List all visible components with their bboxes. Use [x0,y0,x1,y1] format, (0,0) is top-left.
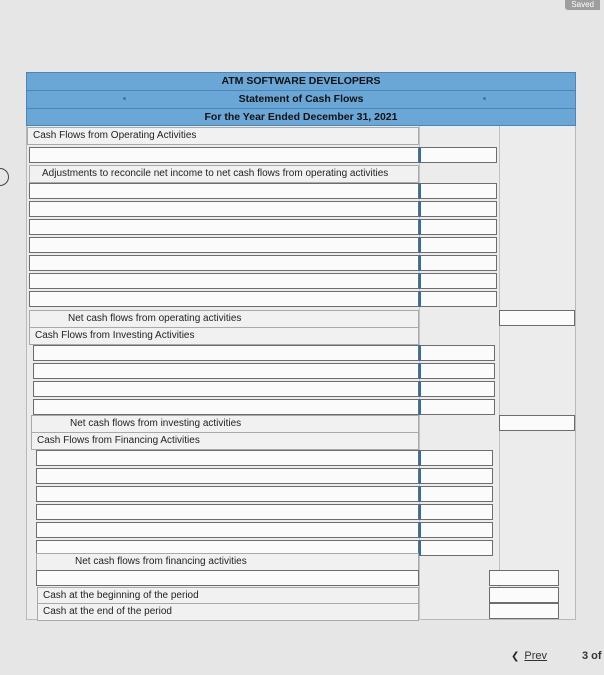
adjustment-amount-input[interactable] [419,291,497,307]
header-marker-icon [123,97,126,100]
financing-amount-input[interactable] [419,522,493,538]
adjustment-description-input[interactable] [29,273,419,289]
operating-activities-header: Cash Flows from Operating Activities [27,127,419,145]
net-investing-amount-input[interactable] [499,415,575,431]
statement-title: Statement of Cash Flows [27,90,575,108]
financing-amount-input[interactable] [419,504,493,520]
financing-amount-input[interactable] [419,486,493,502]
adjustment-description-input[interactable] [29,183,419,199]
adjustment-amount-input[interactable] [419,255,497,271]
cash-end-amount-input[interactable] [489,603,559,619]
adjustment-description-input[interactable] [29,219,419,235]
adjustment-amount-input[interactable] [419,219,497,235]
net-operating-label: Net cash flows from operating activities [29,310,419,328]
investing-activities-header: Cash Flows from Investing Activities [29,327,419,345]
investing-description-input[interactable] [33,399,419,415]
investing-description-input[interactable] [33,345,419,361]
net-investing-label: Net cash flows from investing activities [31,415,419,433]
operating-line-description-input[interactable] [29,147,419,163]
adjustment-description-input[interactable] [29,201,419,217]
financing-total-description-input[interactable] [36,570,419,586]
financing-description-input[interactable] [36,486,419,502]
investing-amount-input[interactable] [419,381,495,397]
adjustment-description-input[interactable] [29,237,419,253]
cash-beginning-label: Cash at the beginning of the period [37,587,419,605]
panel-edge-handle [0,168,9,186]
adjustment-description-input[interactable] [29,255,419,271]
page-indicator: 3 of [582,650,602,662]
adjustment-amount-input[interactable] [419,201,497,217]
financing-description-input[interactable] [36,468,419,484]
financing-activities-header: Cash Flows from Financing Activities [31,432,419,450]
financing-amount-input[interactable] [419,450,493,466]
financing-description-input[interactable] [36,522,419,538]
net-financing-label: Net cash flows from financing activities [36,553,419,571]
financing-amount-input[interactable] [419,540,493,556]
header-marker-icon [483,97,486,100]
net-financing-amount-input[interactable] [489,570,559,586]
statement-header [26,72,576,126]
cash-end-label: Cash at the end of the period [37,603,419,621]
investing-amount-input[interactable] [419,399,495,415]
financing-amount-input[interactable] [419,468,493,484]
chevron-left-icon: ❮ [511,651,520,662]
investing-description-input[interactable] [33,363,419,379]
financing-description-input[interactable] [36,504,419,520]
investing-amount-input[interactable] [419,363,495,379]
prev-button[interactable] [511,650,547,662]
adjustment-amount-input[interactable] [419,237,497,253]
column-divider [499,126,500,620]
cash-beginning-amount-input[interactable] [489,587,559,603]
net-operating-amount-input[interactable] [499,310,575,326]
company-name: ATM SOFTWARE DEVELOPERS [221,75,381,87]
prev-label: Prev [524,650,548,662]
saved-status-badge: Saved [565,0,600,10]
investing-description-input[interactable] [33,381,419,397]
financing-description-input[interactable] [36,450,419,466]
operating-line-amount-input[interactable] [419,147,497,163]
adjustment-amount-input[interactable] [419,183,497,199]
adjustment-description-input[interactable] [29,291,419,307]
investing-amount-input[interactable] [419,345,495,361]
statement-period: For the Year Ended December 31, 2021 [27,108,575,126]
adjustments-label: Adjustments to reconcile net income to net cash flows from operating activities [29,165,419,183]
adjustment-amount-input[interactable] [419,273,497,289]
